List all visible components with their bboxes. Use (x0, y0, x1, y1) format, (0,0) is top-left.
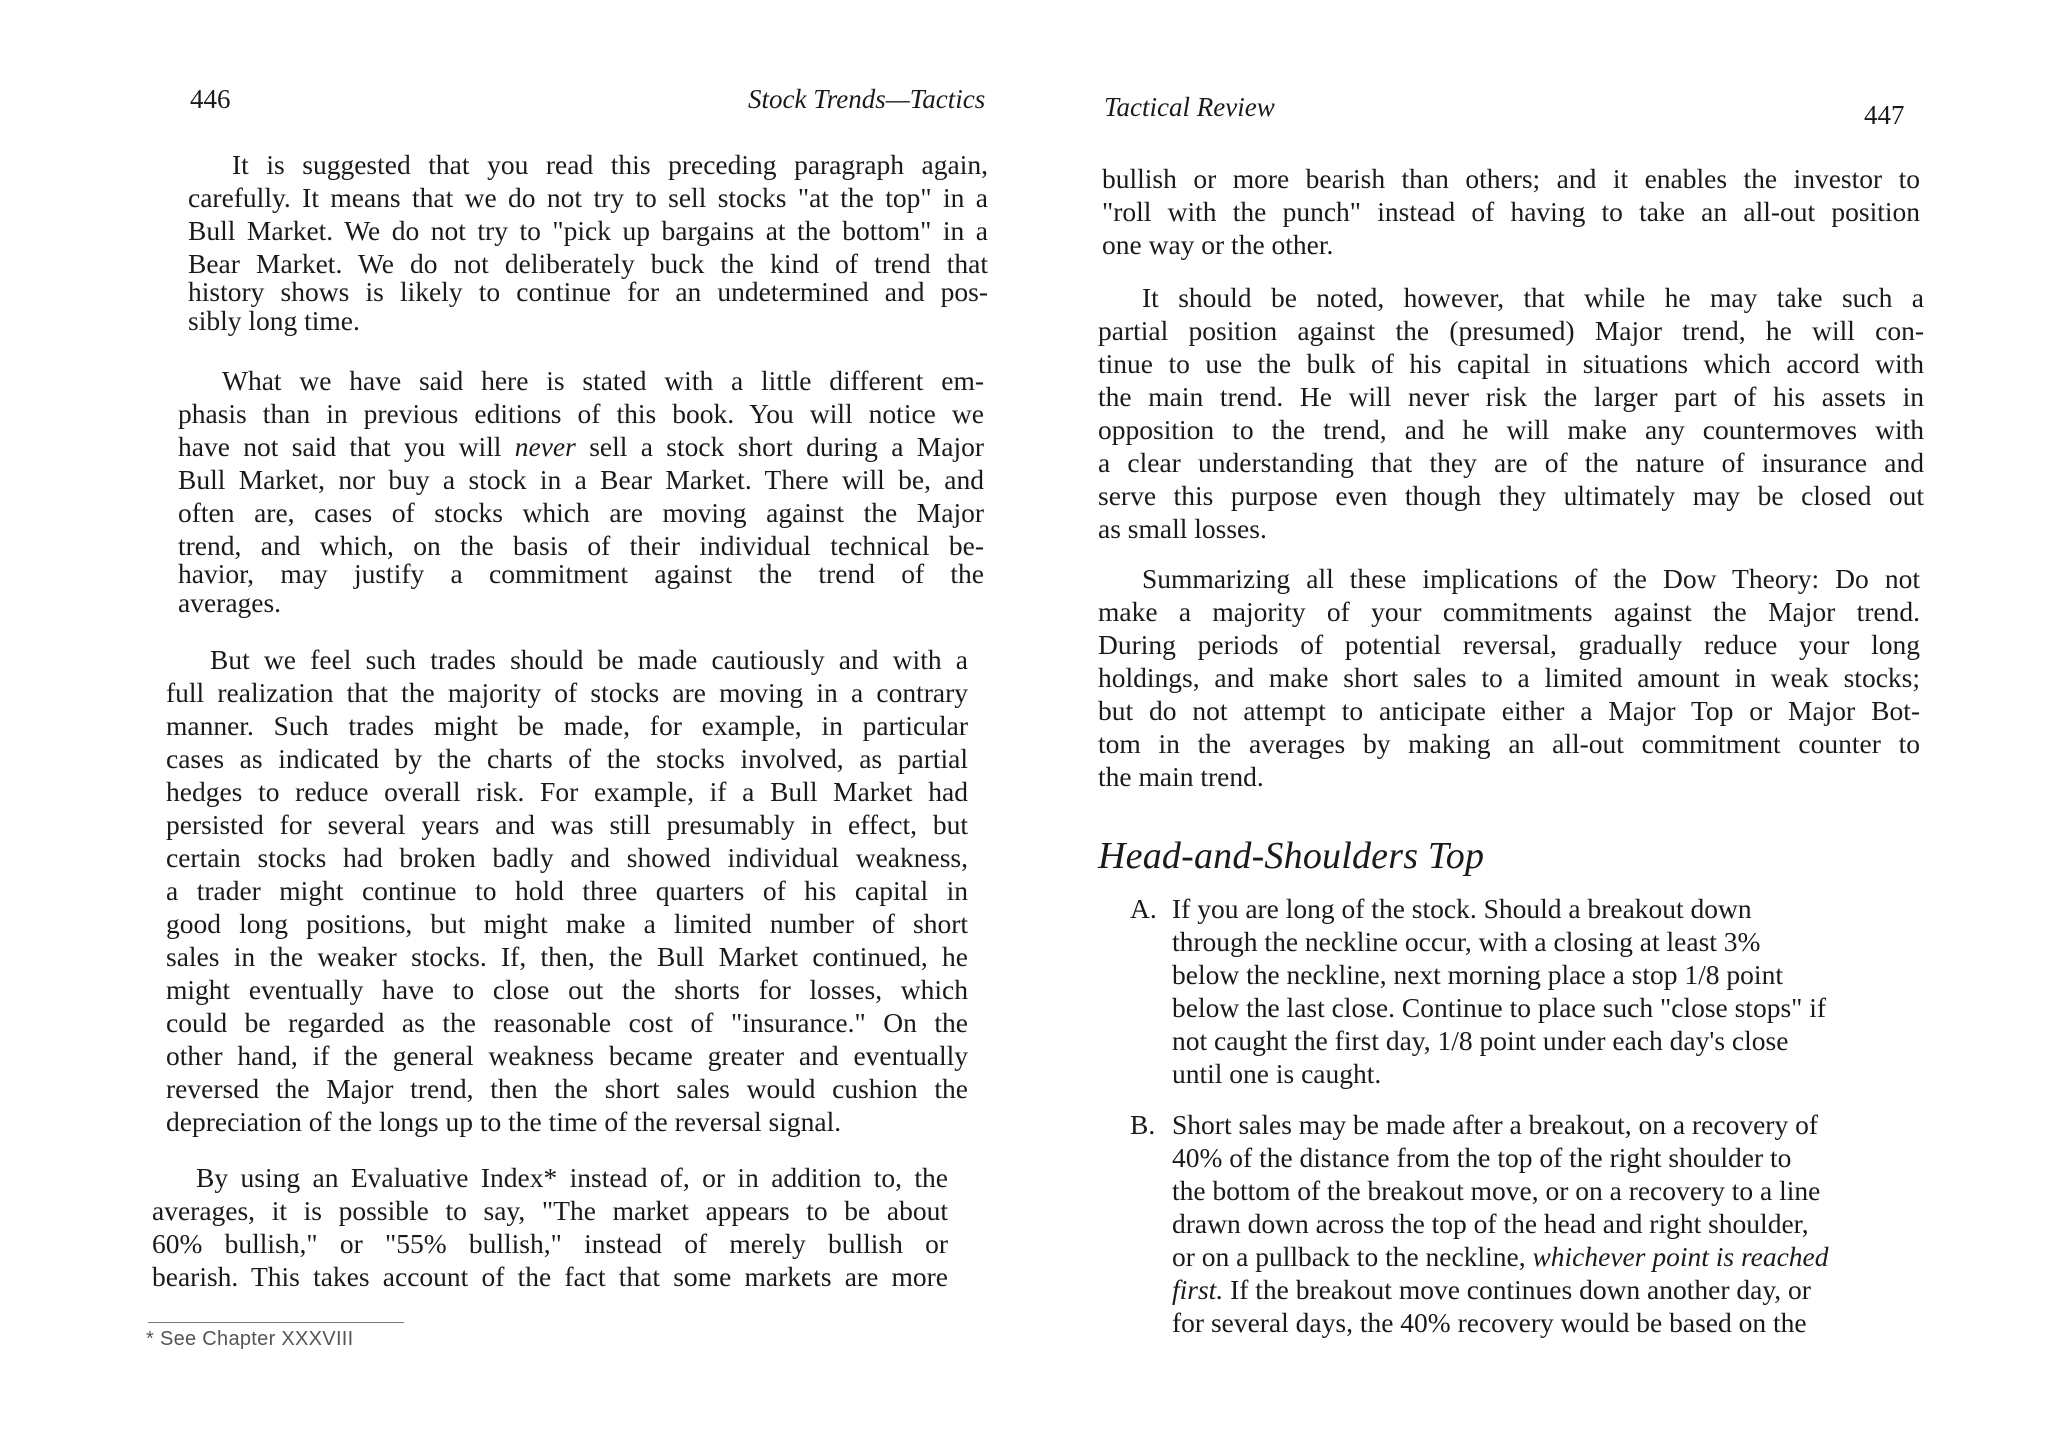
text-line: trend, and which, on the basis of their individual technical be- (178, 530, 984, 561)
list-label: A. (1130, 893, 1157, 924)
text-line: Summarizing all these implications of the Dow Theory: Do not (1142, 563, 1920, 594)
text-line: tom in the averages by making an all-out commitment counter to (1098, 728, 1920, 759)
text-line: Short sales may be made after a breakout, on a recovery of (1172, 1109, 1818, 1140)
text-line: drawn down across the top of the head and right shoulder, (1172, 1208, 1809, 1239)
emphasis: whichever point is reached (1532, 1241, 1829, 1272)
text-line: By using an Evaluative Index* instead of, or in addition to, the (196, 1162, 948, 1193)
text-line: as small losses. (1098, 513, 1267, 544)
text-line: have not said that you will never sell a stock short during a Major (178, 431, 984, 462)
paragraph-1 (188, 148, 988, 337)
page-number: 447 (1864, 100, 1905, 130)
list-item-a (1130, 892, 1918, 1092)
paragraph-3 (166, 643, 968, 1138)
text-line: bullish or more bearish than others; and it enables the investor to (1102, 163, 1920, 194)
text-line: the main trend. (1098, 761, 1264, 792)
text-line: make a majority of your commitments against the Major trend. (1098, 596, 1920, 627)
text-line: reversed the Major trend, then the short sales would cushion the (166, 1073, 968, 1104)
text-line: carefully. It means that we do not try to sell stocks "at the top" in a (188, 182, 988, 213)
text-line: below the last close. Continue to place such "close stops" if (1172, 992, 1827, 1023)
text-line: Bear Market. We do not deliberately buck the kind of trend that (188, 248, 988, 279)
text-line: other hand, if the general weakness became greater and eventually (166, 1040, 968, 1071)
paragraph-4 (152, 1161, 948, 1293)
emphasis: first. (1172, 1274, 1224, 1305)
text-line: serve this purpose even though they ultimately may be closed out (1098, 480, 1924, 511)
text-line: Bull Market, nor buy a stock in a Bear Market. There will be, and (178, 464, 984, 495)
text-line: During periods of potential reversal, gradually reduce your long (1098, 629, 1920, 660)
text-line: What we have said here is stated with a little different em- (222, 365, 984, 396)
paragraph-5 (1102, 162, 1920, 261)
text-line: havior, may justify a commitment against the trend of the (178, 558, 984, 589)
text-line: through the neckline occur, with a closing at least 3% (1172, 926, 1761, 957)
text-line: certain stocks had broken badly and showed individual weakness, (166, 842, 968, 873)
list-item-b (1130, 1108, 1920, 1348)
footnote: * See Chapter XXXVIII (146, 1328, 354, 1350)
list-body (1172, 892, 1912, 1090)
text-line: bearish. This takes account of the fact that some markets are more (152, 1261, 948, 1292)
text-line: until one is caught. (1172, 1058, 1382, 1089)
text-line: It should be noted, however, that while he may take such a (1142, 282, 1924, 313)
running-head: Stock Trends—Tactics (748, 84, 986, 114)
text-line: "roll with the punch" instead of having to take an all-out position (1102, 196, 1920, 227)
text-line: below the neckline, next morning place a stop 1/8 point (1172, 959, 1783, 990)
text-line: full realization that the majority of stocks are moving in a contrary (166, 677, 968, 708)
text-line: If you are long of the stock. Should a breakout down (1172, 893, 1752, 924)
text-line: history shows is likely to continue for an undetermined and pos- (188, 276, 988, 307)
text-line: manner. Such trades might be made, for example, in particular (166, 710, 968, 741)
text-line: It is suggested that you read this preceding paragraph again, (232, 149, 988, 180)
right-page (1024, 0, 2048, 1448)
paragraph-6 (1098, 281, 1924, 545)
text-line: could be regarded as the reasonable cost of "insurance." On the (166, 1007, 968, 1038)
footnote-rule (148, 1322, 404, 1323)
text-line: sales in the weaker stocks. If, then, the Bull Market continued, he (166, 941, 968, 972)
text-line: persisted for several years and was still presumably in effect, but (166, 809, 968, 840)
text-line: 60% bullish," or "55% bullish," instead of merely bullish or (152, 1228, 948, 1259)
text-line: a trader might continue to hold three quarters of his capital in (166, 875, 968, 906)
page-number: 446 (190, 84, 231, 114)
emphasis: never (514, 431, 576, 462)
paragraph-2 (178, 364, 984, 619)
text-line: partial position against the (presumed) Major trend, he will con- (1098, 315, 1924, 346)
paragraph-7 (1098, 562, 1920, 793)
text-line: but do not attempt to anticipate either a Major Top or Major Bot- (1098, 695, 1920, 726)
text-line: first. If the breakout move continues down another day, or (1172, 1274, 1811, 1305)
text-line: sibly long time. (188, 305, 360, 336)
text-line: for several days, the 40% recovery would be based on the (1172, 1307, 1807, 1338)
text-line: the main trend. He will never risk the larger part of his assets in (1098, 381, 1924, 412)
text-line: opposition to the trend, and he will make any countermoves with (1098, 414, 1924, 445)
text-line: averages, it is possible to say, "The market appears to be about (152, 1195, 948, 1226)
text-line: 40% of the distance from the top of the right shoulder to (1172, 1142, 1792, 1173)
text-line: good long positions, but might make a limited number of short (166, 908, 968, 939)
text-line: might eventually have to close out the shorts for losses, which (166, 974, 968, 1005)
text-line: hedges to reduce overall risk. For example, if a Bull Market had (166, 776, 968, 807)
running-head: Tactical Review (1104, 92, 1275, 122)
text-line: not caught the first day, 1/8 point under each day's close (1172, 1025, 1789, 1056)
text-line: phasis than in previous editions of this book. You will notice we (178, 398, 984, 429)
text-line: the bottom of the breakout move, or on a recovery to a line (1172, 1175, 1821, 1206)
text-line: or on a pullback to the neckline, whichever point is reached (1172, 1241, 1829, 1272)
text-line: one way or the other. (1102, 229, 1334, 260)
text-line: cases as indicated by the charts of the stocks involved, as partial (166, 743, 968, 774)
text-line: tinue to use the bulk of his capital in situations which accord with (1098, 348, 1924, 379)
text-line: depreciation of the longs up to the time of the reversal signal. (166, 1106, 842, 1137)
section-heading: Head-and-Shoulders Top (1098, 835, 1485, 877)
text-line: often are, cases of stocks which are moving against the Major (178, 497, 984, 528)
text-line: averages. (178, 587, 282, 618)
text-line: holdings, and make short sales to a limited amount in weak stocks; (1098, 662, 1920, 693)
text-line: Bull Market. We do not try to "pick up bargains at the bottom" in a (188, 215, 988, 246)
text-line: a clear understanding that they are of the nature of insurance and (1098, 447, 1924, 478)
text-line: But we feel such trades should be made cautiously and with a (210, 644, 968, 675)
list-body (1172, 1108, 1914, 1339)
list-label: B. (1130, 1109, 1156, 1140)
